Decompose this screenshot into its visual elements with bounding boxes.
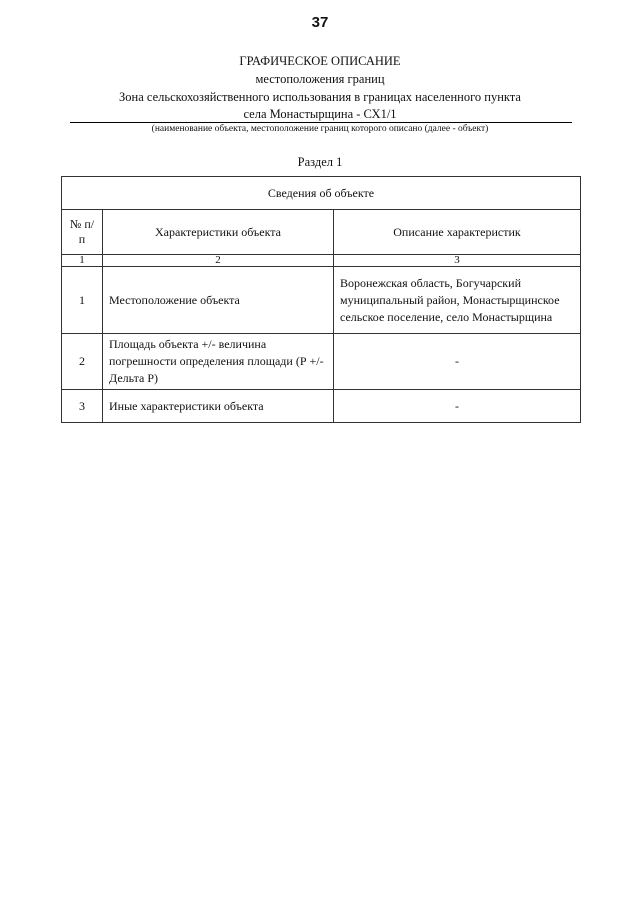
column-number-row [62, 255, 581, 267]
column-number: 1 [62, 255, 103, 267]
row-description: Воронежская область, Богучарский муниципальный район, Монастырщинское сельское поселение, село Монастырщина [334, 267, 581, 334]
object-name-line1: Зона сельскохозяйственного использования в границах населенного пункта [119, 90, 521, 104]
row-description: - [334, 390, 581, 423]
row-num: 1 [62, 267, 103, 334]
object-note: (наименование объекта, местоположение границ которого описано (далее - объект) [151, 124, 489, 134]
section-title: Раздел 1 [297, 155, 343, 169]
header-characteristics: Характеристики объекта [103, 210, 334, 255]
object-name-underline [70, 106, 570, 123]
table-row [62, 267, 581, 334]
document-subtitle: местоположения границ [255, 72, 385, 86]
document-title: ГРАФИЧЕСКОЕ ОПИСАНИЕ [239, 54, 401, 68]
header-num: № п/п [62, 210, 103, 255]
row-characteristic: Иные характеристики объекта [103, 390, 334, 423]
object-name-line2: села Монастырщина - СХ1/1 [243, 107, 397, 121]
column-number: 3 [334, 255, 581, 267]
table-header-row [62, 210, 581, 255]
table-title-row [62, 177, 581, 210]
header-description: Описание характеристик [334, 210, 581, 255]
document-header [0, 52, 640, 123]
table-row [62, 334, 581, 390]
row-characteristic: Площадь объекта +/- величина погрешности определения площади (Р +/- Дельта Р) [103, 334, 334, 390]
table-title: Сведения об объекте [62, 177, 581, 210]
row-num: 2 [62, 334, 103, 390]
row-num: 3 [62, 390, 103, 423]
table-row [62, 390, 581, 423]
column-number: 2 [103, 255, 334, 267]
page-number: 37 [311, 14, 329, 31]
row-description: - [334, 334, 581, 390]
object-info-table [61, 176, 581, 423]
row-characteristic: Местоположение объекта [103, 267, 334, 334]
underline-rule [70, 122, 572, 123]
